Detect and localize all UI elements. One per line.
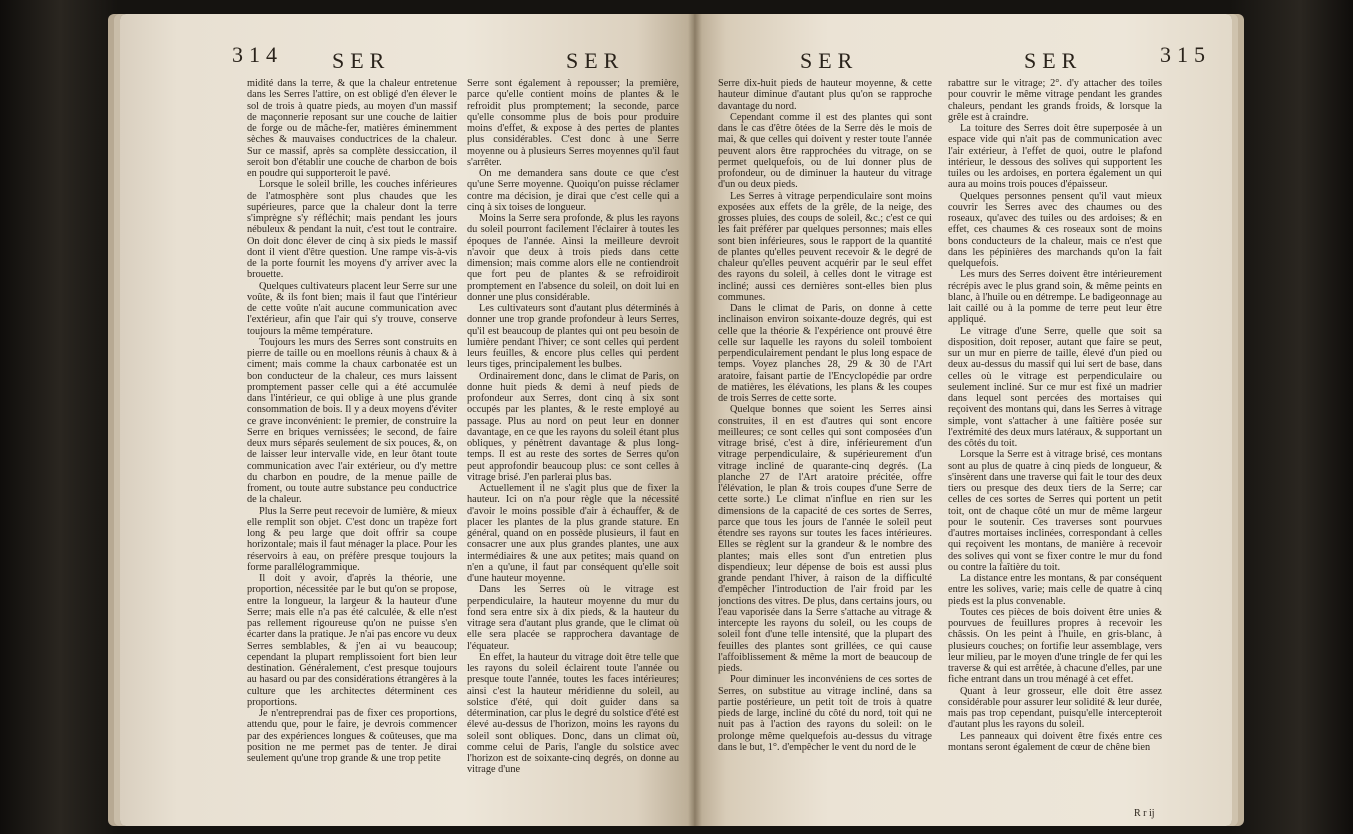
paragraph: Lorsque la Serre est à vitrage brisé, ces montans sont au plus de quatre à cinq pieds de longueur, & s'insèrent dans une traverse qui fait le tour des deux tiers ou presque des deux tiers de la Serre; car celles de ces sortes de Serres qui portent un petit toit, ont de chaque côté un mur de même largeur pour le soutenir. Ces traverses sont pourvues d'autres mortaises inclinées, correspondant à celles qui reçoivent les montans, de manière à recevoir des solives qui vont se fixer contre le mur du fond ou contre la faîtière du toit.: [948, 449, 1162, 573]
paragraph: Je n'entreprendrai pas de fixer ces proportions, attendu que, pour le faire, je devrois commencer par des expériences longues & coûteuses, que ma position ne me permet pas de tenter. Je dirai seulement qu'une trop grande & une trop petite: [247, 708, 457, 764]
right-header-word-1: SER: [800, 48, 859, 73]
paragraph: Serre dix-huit pieds de hauteur moyenne, & cette hauteur diminue d'autant plus qu'on se rapproche davantage du nord.: [718, 78, 932, 112]
paragraph: Moins la Serre sera profonde, & plus les rayons du soleil pourront facilement l'éclairer à toutes les époques de l'année. Ainsi la meilleure devroit n'avoir que deux à trois pieds dans cette dimension; mais comme alors elle ne contiendroit que fort peu de plantes & se refroidiroit promptement en l'absence du soleil, on doit lui en donner une plus considérable.: [467, 213, 679, 303]
paragraph: Dans le climat de Paris, on donne à cette inclinaison environ soixante-douze degrés, qui est celle que la théorie & l'expérience ont prouvé être celle sur laquelle les rayons du soleil tomboient perpendiculairement pendant le plus long espace de temps. Voyez planches 28, 29 & 30 de l'Art aratoire, faisant partie de l'Encyclopédie par ordre de matières, les élévations, les plans & les coupes de trois Serres de cette sorte.: [718, 303, 932, 404]
left-page: [120, 14, 694, 826]
paragraph: Les Serres à vitrage perpendiculaire sont moins exposées aux effets de la grêle, de la neige, des grosses pluies, des coups de soleil, &c.; c'est ce qui les fait préférer par quelques personnes; mais elles sont bien inférieures, sous le rapport de la quantité de plantes qu'elles peuvent recevoir & le degré de chaleur qu'elles peuvent acquérir par le seul effet des rayons du soleil, à celles dont le vitrage est incliné; aussi ces dernières sont-elles bien plus communes.: [718, 190, 932, 303]
paragraph: Lorsque le soleil brille, les couches inférieures de l'atmosphère sont plus chaudes que les supérieures, parce que la chaleur dont la terre s'imprègne s'y réfléchit; mais pendant les jours nébuleux & pendant la nuit, c'est tout le contraire. On doit donc élever de cinq à six pieds le massif dont il vient d'être question. Une rampe vis-à-vis de la porte fournit les moyens d'y arriver avec la brouette.: [247, 179, 457, 281]
paragraph: Toujours les murs des Serres sont construits en pierre de taille ou en moellons réunis à chaux & à ciment; mais comme la chaux carbonatée est un bon conducteur de la chaleur, ces murs laissent promptement passer celle qui a été accumulée dans l'intérieur, ce qui oblige à une plus grande consommation de bois. Il y a deux moyens d'éviter ce grave inconvénient: le premier, de construire la Serre en briques vernissées; le second, de faire deux murs séparés seulement de six pouces, &, on de laisser leur intervalle vide, en leur ôtant toute communication avec l'air extérieur, ou d'y mettre du charbon en poudre, de la menue paille de froment, ou toute autre substance peu conductrice de la chaleur.: [247, 336, 457, 506]
paragraph: midité dans la terre, & que la chaleur entretenue dans les Serres l'attire, on est obligé d'en élever le sol de trois à quatre pieds, au moyen d'un massif de maçonnerie reposant sur une couche de laitier de forge ou de mâche-fer, matières éminemment sèches & mauvaises conductrices de la chaleur. Sur ce massif, après sa complète dessiccation, il seroit bon d'établir une couche de charbon de bois en poudre qui supporteroit le pavé.: [247, 78, 457, 179]
paragraph: Quelques personnes pensent qu'il vaut mieux couvrir les Serres avec des chaumes ou des roseaux, qu'avec des tuiles ou des ardoises; & en effet, ces chaumes & ces roseaux sont de moins bons conducteurs de la chaleur, mais ce n'est que dans les pépinières des marchands qu'on la fait quelquefois.: [948, 190, 1162, 269]
right-header-word-2: SER: [1024, 48, 1083, 73]
right-column-1: [718, 78, 932, 818]
paragraph: Quant à leur grosseur, elle doit être assez considérable pour assurer leur solidité & leur durée, mais pas trop cependant, puisqu'elle intercepteroit d'autant plus les rayons du soleil.: [948, 685, 1162, 731]
paragraph: Pour diminuer les inconvéniens de ces sortes de Serres, on substitue au vitrage incliné, dans sa partie postérieure, un petit toit de trois à quatre pieds de large, incliné du côté du nord, toit qui ne nuit pas à l'action des rayons du soleil: on le prolonge même quelquefois au-dessus du vitrage dans le but, 1°. d'empêcher le vent du nord de le: [718, 674, 932, 753]
paragraph: Ordinairement donc, dans le climat de Paris, on donne huit pieds & demi à neuf pieds de profondeur aux Serres, dont cinq à six sont occupés par les plantes, & le reste employé au passage. Plus au nord on peut leur en donner davantage, en ce que les rayons du soleil étant plus obliques, y pénètrent davantage & plus long-temps. Il est au reste des sortes de Serres qu'on peut approfondir beaucoup plus: ce sont celles à vitrage brisé. J'en parlerai plus bas.: [467, 370, 679, 483]
paragraph: La toiture des Serres doit être superposée à un espace vide qui n'ait pas de communication avec l'air extérieur, à l'effet de quoi, outre le plafond intérieur, le dessous des solives qui supportent les tuiles ou les ardoises, en portera également un qui aura au moins trois pouces d'épaisseur.: [948, 123, 1162, 191]
left-page-header: [120, 42, 694, 78]
right-page-header: [694, 42, 1232, 78]
paragraph: Toutes ces pièces de bois doivent être unies & pourvues de feuillures propres à recevoir les châssis. On les peint à l'huile, en gris-blanc, à plusieurs couches; on fortifie leur assemblage, vers leur milieu, par le moyen d'une tringle de fer qui les traverse & qui est arrêtée, à chacune d'elles, par une fiche entrant dans un trou ménagé à cet effet.: [948, 606, 1162, 686]
left-column-1: [247, 78, 457, 818]
paragraph: On me demandera sans doute ce que c'est qu'une Serre moyenne. Quoiqu'on puisse réclamer contre ma décision, je dirai que c'est celle qui a cinq à six toises de longueur.: [467, 168, 679, 213]
left-page-number: 314: [232, 42, 283, 67]
paragraph: La distance entre les montans, & par conséquent entre les solives, varie; mais celle de quatre à cinq pieds est la plus convenable.: [948, 573, 1162, 607]
paragraph: Plus la Serre peut recevoir de lumière, & mieux elle remplit son objet. C'est donc un trapèze fort long & peu large que doit offrir sa coupe horizontale; mais il faut ménager la place. Pour les réservoirs à eau, on préfère presque toujours la forme parallélogrammique.: [247, 505, 457, 573]
paragraph: Quelque bonnes que soient les Serres ainsi construites, il en est d'autres qui sont encore meilleures; ce sont celles qui sont composées d'un vitrage brisé, c'est à dire, inférieurement d'un vitrage perpendiculaire, & supérieurement d'un vitrage incliné de quarante-cinq degrés. (La planche 27 de l'Art aratoire précitée, offre l'élévation, le plan & trois coupes d'une Serre de cette sorte.) Le climat n'influe en rien sur les dimensions de la capacité de ces sortes de Serres, parce que tous les jours de l'année le soleil peut étendre ses rayons sur toutes les faces intérieures. Elles se règlent sur la grandeur & le nombre des plantes; mais elles sont d'un entretien plus dispendieux; leur dépense de bois est aussi plus grande pendant l'hiver, à raison de la difficulté d'empêcher l'introduction de l'air froid par les jonctions des vitres. De plus, dans certains jours, ou l'eau vaporisée dans la Serre s'attache au vitrage & intercepte les rayons du soleil, ou les coups de soleil font d'une telle intensité, que la plupart des feuilles des plantes sont grillées, ce qui cause l'affoiblissement & même la mort de beaucoup de pieds.: [718, 404, 932, 674]
paragraph: Quelques cultivateurs placent leur Serre sur une voûte, & ils font bien; mais il faut que l'intérieur de cette voûte n'ait aucune communication avec l'extérieur, afin que l'air qui s'y trouve, conserve toujours la même température.: [247, 280, 457, 337]
paragraph: Les panneaux qui doivent être fixés entre ces montans seront également de cœur de chêne bien: [948, 730, 1162, 753]
paragraph: Dans les Serres où le vitrage est perpendiculaire, la hauteur moyenne du mur du fond sera entre six à dix pieds, & la hauteur du vitrage sera d'autant plus grande, que le climat où elle sera placée se rapprochera davantage de l'équateur.: [467, 584, 679, 652]
paragraph: Les murs des Serres doivent être intérieurement récrépis avec le plus grand soin, & même peints en blanc, à l'huile ou en détrempe. Le badigeonnage au lait caillé ou à la pomme de terre peut leur être appliqué.: [948, 269, 1162, 326]
paragraph: Serre sont également à repousser; la première, parce qu'elle contient moins de plantes & le refroidit plus promptement; la seconde, parce qu'elle consomme plus de bois pour produire moins d'effet, & expose à des pertes de plantes plus considérables. C'est donc à une Serre moyenne ou à plusieurs Serres moyennes qu'il faut s'arrêter.: [467, 78, 679, 168]
paragraph: rabattre sur le vitrage; 2°. d'y attacher des toiles pour couvrir le même vitrage pendant les grandes chaleurs, pendant les grands froids, & lorsque la grêle est à craindre.: [948, 78, 1162, 123]
left-column-2: [467, 78, 679, 818]
paragraph: En effet, la hauteur du vitrage doit être telle que les rayons du soleil éclairent toute l'année ou presque toute l'année, toutes les faces intérieures; ainsi c'est la hauteur méridienne du soleil, au solstice d'été, qui doit guider dans sa détermination, car plus le degré du solstice d'été est élevé au-dessus de l'horizon, moins les rayons du soleil sont obliques. Donc, dans un climat où, comme celui de Paris, l'angle du solstice avec l'horizon est de soixante-cinq degrés, on donne au vitrage d'une: [467, 651, 679, 776]
left-header-word-1: SER: [332, 48, 391, 73]
paragraph: Les cultivateurs sont d'autant plus déterminés à donner une trop grande profondeur à leurs Serres, qu'il est beaucoup de plantes qui ont peu besoin de lumière pendant l'hiver; ce sont celles qui perdent leurs feuilles, & encore plus celles qui perdent leurs tiges, principalement les bulbes.: [467, 303, 679, 371]
left-header-word-2: SER: [566, 48, 625, 73]
right-column-2: [948, 78, 1162, 818]
paragraph: Cependant comme il est des plantes qui sont dans le cas d'être ôtées de la Serre dès le mois de mai, & que celles qui doivent y rester toute l'année peuvent alors être rapprochées du vitrage, on se permet quelquefois, ou de lui donner plus de profondeur, ou de diminuer la hauteur du vitrage d'un ou deux pieds.: [718, 111, 932, 191]
paragraph: Il doit y avoir, d'après la théorie, une proportion, nécessitée par le but qu'on se propose, entre la longueur, la largeur & la hauteur d'une Serre; mais elle n'a pas été calculée, & elle n'est pas rellement rigoureuse qu'on ne puisse s'en écarter dans la pratique. Je n'ai pas encore vu deux Serres semblables, & j'en ai vu beaucoup; cependant la plupart remplissoient fort bien leur destination. Généralement, c'est presque toujours au hasard ou par des considérations étrangères à la culture que les architectes déterminent ces proportions.: [247, 573, 457, 708]
signature-mark: R r ij: [1134, 808, 1155, 819]
paragraph: Le vitrage d'une Serre, quelle que soit sa disposition, doit reposer, autant que faire se peut, sur un mur en pierre de taille, élevé d'un pied ou deux au-dessus du massif qui lui sert de base, dans celles où le vitrage est perpendiculaire ou seulement incliné. Sur ce mur est fixé un madrier dans lequel sont percées des mortaises qui reçoivent des montans qui, dans les Serres à vitrage simple, vont s'attacher à une faîtière posée sur l'extrémité des deux murs latéraux, & supportant un des côtés du toit.: [948, 325, 1162, 449]
right-page: [694, 14, 1232, 826]
right-page-number: 315: [1160, 42, 1211, 67]
paragraph: Actuellement il ne s'agit plus que de fixer la hauteur. Ici on n'a pour règle que la nécessité d'avoir le moins possible d'air à échauffer, & de placer les plantes de la plus grande stature. En général, quand on en possède plusieurs, il faut en consacrer une aux plus grandes plantes, une aux intermédiaires & une aux petites; mais quand on n'en a qu'une, il faut par conséquent qu'elle soit d'une hauteur moyenne.: [467, 483, 679, 584]
